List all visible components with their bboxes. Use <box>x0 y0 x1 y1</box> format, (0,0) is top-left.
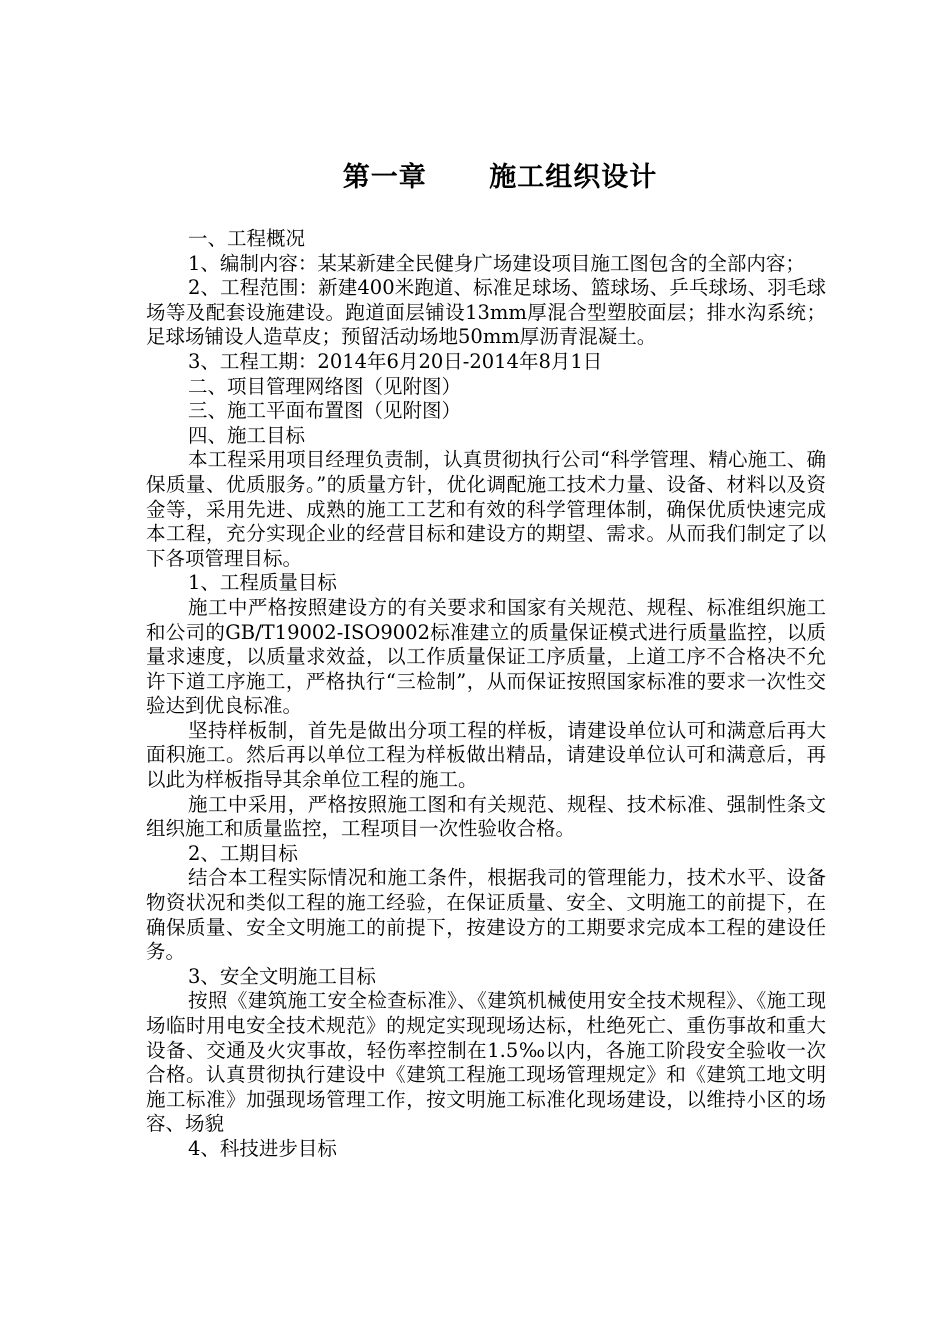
paragraph-project-scope: 2、工程范围：新建400米跑道、标准足球场、篮球场、乒乓球场、羽毛球场等及配套设施建设。跑道面层铺设13mm厚混合型塑胶面层；排水沟系统；足球场铺设人造草皮；预留活动场地50mm厚沥青混凝土。 <box>146 276 826 349</box>
document-body <box>146 227 826 1162</box>
section-heading-network-diagram: 二、项目管理网络图（见附图） <box>188 374 462 398</box>
paragraph-compile-content: 1、编制内容：某某新建全民健身广场建设项目施工图包含的全部内容； <box>188 251 805 275</box>
paragraph-project-duration: 3、工程工期：2014年6月20日-2014年8月1日 <box>188 349 603 373</box>
subheading-technology-goal: 4、科技进步目标 <box>188 1136 337 1160</box>
subheading-schedule-goal: 2、工期目标 <box>188 841 298 865</box>
section-heading-construction-goals: 四、施工目标 <box>188 423 306 447</box>
paragraph-safety: 按照《建筑施工安全检查标准》、《建筑机械使用安全技术规程》、《施工现场临时用电安全技术规范》的规定实现现场达标，杜绝死亡、重伤事故和重大设备、交通及火灾事故，轻伤率控制在1.5‰以内，各施工阶段安全验收一次合格。认真贯彻执行建设中《建筑工程施工现场管理规定》和《建筑工地文明施工标准》加强现场管理工作，按文明施工标准化现场建设，以维持小区的场容、场貌 <box>146 989 826 1136</box>
section-heading-overview: 一、工程概况 <box>188 227 306 250</box>
section-heading-site-layout: 三、施工平面布置图（见附图） <box>188 399 462 423</box>
subheading-quality-goal: 1、工程质量目标 <box>188 571 337 595</box>
paragraph-goals-intro: 本工程采用项目经理负责制，认真贯彻执行公司“科学管理、精心施工、确保质量、优质服务。”的质量方针，优化调配施工技术力量、设备、材料以及资金等，采用先进、成熟的施工工艺和有效的科学管理体制，确保优质快速完成本工程，充分实现企业的经营目标和建设方的期望、需求。从而我们制定了以下各项管理目标。 <box>146 448 826 570</box>
chapter-title: 第一章 施工组织设计 <box>342 162 658 193</box>
paragraph-schedule: 结合本工程实际情况和施工条件，根据我司的管理能力，技术水平、设备物资状况和类似工程的施工经验，在保证质量、安全、文明施工的前提下，在确保质量、安全文明施工的前提下，按建设方的工期要求完成本工程的建设任务。 <box>146 866 826 964</box>
paragraph-acceptance: 施工中采用，严格按照施工图和有关规范、规程、技术标准、强制性条文组织施工和质量监控，工程项目一次性验收合格。 <box>146 792 826 841</box>
paragraph-quality-control: 施工中严格按照建设方的有关要求和国家有关规范、规程、标准组织施工和公司的GB/T19002-ISO9002标准建立的质量保证模式进行质量监控，以质量求速度，以质量求效益，以工作质量保证工序质量，上道工序不合格决不允许下道工序施工，严格执行“三检制”，从而保证按照国家标准的要求一次性交验达到优良标准。 <box>146 595 826 718</box>
paragraph-sample-system: 坚持样板制，首先是做出分项工程的样板，请建设单位认可和满意后再大面积施工。然后再以单位工程为样板做出精品，请建设单位认可和满意后，再以此为样板指导其余单位工程的施工。 <box>146 718 826 792</box>
subheading-safety-goal: 3、安全文明施工目标 <box>188 964 376 988</box>
